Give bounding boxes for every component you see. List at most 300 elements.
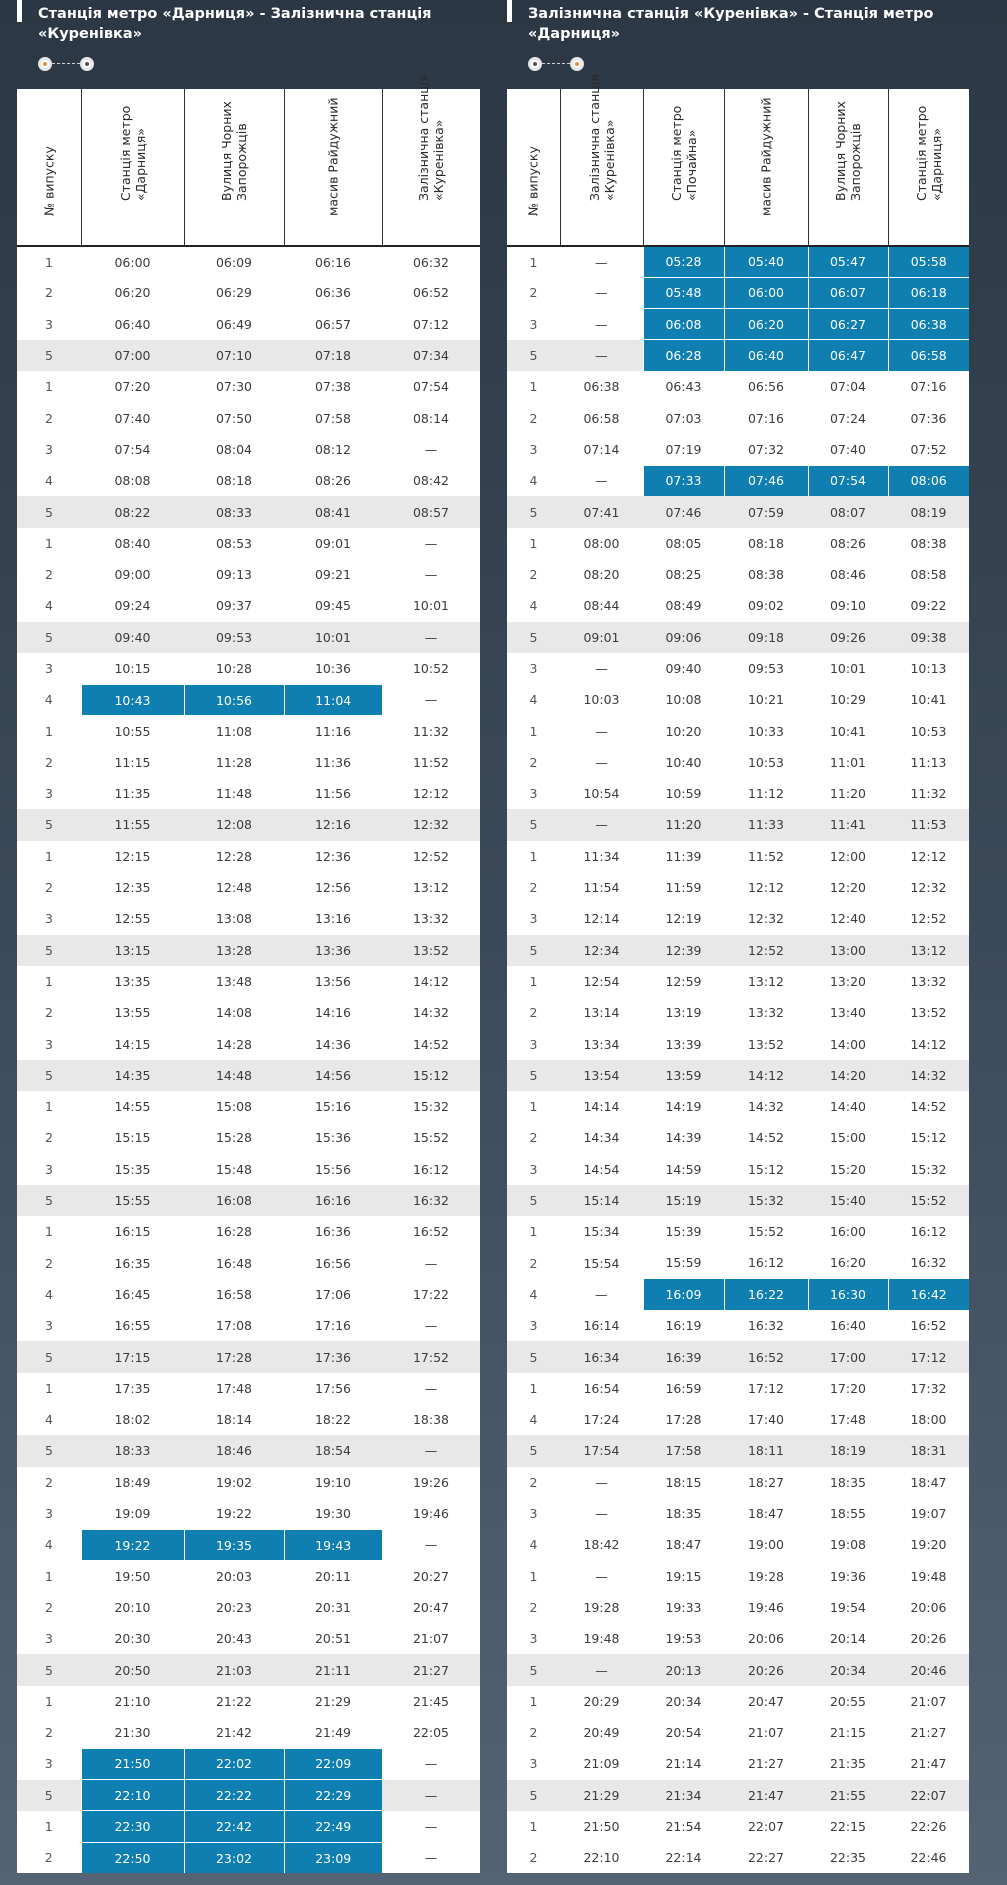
direction-dot-icon[interactable]: [80, 57, 94, 71]
time-cell: 10:33: [747, 723, 785, 739]
time-cell: 15:14: [560, 1185, 643, 1216]
time-cell: 19:09: [114, 1505, 151, 1521]
time-cell: 17:22: [412, 1286, 450, 1302]
time-cell: 06:49: [215, 316, 253, 332]
time-cell: 14:48: [184, 1060, 284, 1091]
time-cell: 08:25: [665, 567, 702, 583]
time-cell: 21:14: [665, 1756, 702, 1772]
time-cell: 20:26: [724, 1654, 808, 1685]
time-cell: 07:10: [184, 340, 284, 371]
time-cell: 12:59: [665, 973, 702, 989]
run-number-cell: 5: [17, 935, 81, 966]
time-cell: 20:26: [910, 1631, 947, 1647]
time-cell: —: [424, 1537, 438, 1553]
run-number-cell: 1: [45, 1568, 53, 1584]
run-number-cell: 1: [45, 848, 53, 864]
table-row: [17, 997, 480, 1028]
table-row: [17, 622, 480, 653]
time-cell: 16:39: [643, 1341, 724, 1372]
run-number-cell: 5: [507, 340, 560, 371]
column-header: [184, 89, 284, 246]
run-number-cell: 3: [529, 1318, 538, 1334]
time-cell: 07:54: [808, 465, 888, 496]
table-row: [507, 1154, 969, 1185]
time-cell: 13:56: [314, 973, 352, 989]
time-cell: 12:32: [910, 880, 947, 896]
time-cell: 16:12: [910, 1224, 947, 1240]
time-cell: 14:32: [412, 1005, 450, 1021]
time-cell: 11:20: [829, 786, 867, 802]
run-number-cell: 1: [529, 254, 538, 270]
time-cell: 21:27: [910, 1725, 947, 1741]
time-cell: 09:18: [724, 622, 808, 653]
time-cell: 08:07: [808, 496, 888, 527]
time-cell: 18:00: [910, 1412, 947, 1428]
time-cell: 14:52: [910, 1099, 947, 1115]
time-cell: 11:32: [910, 786, 947, 802]
time-cell: 07:58: [314, 410, 352, 426]
time-cell: 14:56: [284, 1060, 382, 1091]
time-cell: 08:14: [412, 410, 450, 426]
time-cell: 07:32: [747, 441, 785, 457]
time-cell: 17:48: [829, 1412, 867, 1428]
time-cell: 06:00: [724, 277, 808, 308]
time-cell: 08:08: [114, 473, 151, 489]
time-cell: 14:19: [665, 1099, 702, 1115]
table-row: [507, 1185, 969, 1216]
time-cell: 15:59: [665, 1255, 702, 1271]
table-row: [507, 1435, 969, 1466]
time-cell: 15:36: [314, 1130, 352, 1146]
schedule-panel-right: [507, 0, 969, 1873]
time-cell: —: [424, 1380, 438, 1396]
time-cell: 12:00: [829, 848, 867, 864]
column-header: [507, 89, 560, 246]
table-row: [17, 1654, 480, 1685]
time-cell: 22:09: [284, 1748, 382, 1779]
time-cell: 13:54: [560, 1060, 643, 1091]
time-cell: 07:50: [215, 410, 253, 426]
table-row: [17, 1435, 480, 1466]
run-number-cell: 1: [529, 1099, 538, 1115]
run-number-cell: 5: [17, 1435, 81, 1466]
time-cell: 06:40: [724, 340, 808, 371]
time-cell: 17:56: [314, 1380, 352, 1396]
table-row: [17, 496, 480, 527]
run-number-cell: 3: [529, 1506, 538, 1522]
time-cell: 12:15: [114, 848, 151, 864]
run-number-cell: 3: [529, 786, 538, 802]
column-header: [560, 74, 643, 246]
table-row: [507, 402, 969, 433]
time-cell: 18:15: [665, 1474, 702, 1490]
table-row: [17, 1341, 480, 1372]
time-cell: 17:32: [910, 1380, 947, 1396]
time-cell: 20:54: [665, 1725, 702, 1741]
time-cell: 07:34: [382, 340, 480, 371]
run-number-cell: 4: [529, 1537, 538, 1553]
time-cell: 09:37: [215, 598, 253, 614]
time-cell: 08:06: [888, 465, 969, 496]
time-cell: 06:00: [114, 254, 151, 270]
time-cell: 18:31: [888, 1435, 969, 1466]
route-title-line2: «Куренівка»: [38, 26, 143, 42]
time-cell: 17:48: [215, 1380, 253, 1396]
time-cell: 06:18: [888, 277, 969, 308]
time-cell: 20:34: [665, 1693, 702, 1709]
run-number-cell: 2: [529, 1130, 538, 1146]
table-row: [507, 1091, 969, 1122]
time-cell: 17:28: [665, 1412, 702, 1428]
time-cell: 19:33: [665, 1599, 702, 1615]
time-cell: 19:28: [747, 1568, 785, 1584]
time-cell: 15:52: [412, 1130, 450, 1146]
direction-dot-icon[interactable]: [38, 57, 52, 71]
time-cell: 14:52: [412, 1036, 450, 1052]
table-row: [507, 1842, 969, 1873]
time-cell: 21:09: [583, 1756, 620, 1772]
time-cell: 06:09: [215, 254, 253, 270]
time-cell: 11:33: [724, 809, 808, 840]
time-cell: 08:05: [665, 535, 702, 551]
time-cell: 13:00: [808, 935, 888, 966]
time-cell: 08:38: [910, 535, 947, 551]
time-cell: 14:12: [412, 973, 450, 989]
time-cell: 07:20: [114, 379, 151, 395]
time-cell: 14:34: [583, 1130, 620, 1146]
time-cell: 19:10: [314, 1474, 352, 1490]
time-cell: 13:52: [747, 1036, 785, 1052]
time-cell: 22:26: [910, 1818, 947, 1834]
run-number-cell: 1: [45, 973, 53, 989]
time-cell: 18:47: [665, 1537, 702, 1553]
time-cell: 20:31: [314, 1599, 352, 1615]
time-cell: 22:50: [81, 1842, 184, 1873]
time-cell: 10:03: [583, 692, 620, 708]
table-row: [507, 1654, 969, 1685]
table-row: [507, 340, 969, 371]
table-row: [507, 1529, 969, 1560]
time-cell: 23:09: [284, 1842, 382, 1873]
time-cell: 08:38: [747, 567, 785, 583]
time-cell: —: [595, 473, 608, 489]
table-row: [507, 1216, 969, 1247]
time-cell: 10:54: [583, 786, 620, 802]
dash-line: [542, 63, 570, 64]
table-row: [17, 1780, 480, 1811]
time-cell: 14:39: [665, 1130, 702, 1146]
schedule-table: [507, 74, 969, 1873]
run-number-cell: 1: [529, 1224, 538, 1240]
time-cell: 09:06: [643, 622, 724, 653]
time-cell: 12:32: [382, 809, 480, 840]
table-row: [507, 371, 969, 402]
column-header: [81, 89, 184, 246]
time-cell: 17:52: [382, 1341, 480, 1372]
time-cell: 06:16: [314, 254, 352, 270]
time-cell: 18:02: [114, 1412, 151, 1428]
time-cell: 07:14: [583, 441, 620, 457]
time-cell: 13:52: [910, 1005, 947, 1021]
run-number-cell: 3: [45, 1631, 53, 1647]
time-cell: —: [595, 1568, 608, 1584]
time-cell: 12:54: [583, 973, 620, 989]
table-row: [507, 997, 969, 1028]
run-number-cell: 3: [45, 911, 53, 927]
time-cell: 22:10: [81, 1780, 184, 1811]
time-cell: —: [424, 1255, 438, 1271]
table-row: [507, 1122, 969, 1153]
time-cell: 17:15: [81, 1341, 184, 1372]
time-cell: 11:32: [412, 723, 450, 739]
table-row: [17, 559, 480, 590]
column-header: [382, 74, 480, 246]
table-row: [17, 841, 480, 872]
run-number-cell: 2: [529, 1725, 538, 1741]
route-title-line1: Станція метро «Дарниця» - Залізнична станція: [38, 6, 432, 22]
table-row: [17, 277, 480, 308]
time-cell: 08:18: [215, 473, 253, 489]
column-header: [724, 89, 808, 246]
time-cell: 19:30: [314, 1505, 352, 1521]
table-row: [17, 872, 480, 903]
time-cell: 05:47: [808, 246, 888, 277]
time-cell: 11:55: [81, 809, 184, 840]
direction-toggle[interactable]: [528, 56, 584, 72]
time-cell: 13:32: [412, 911, 450, 927]
time-cell: 06:32: [412, 254, 450, 270]
time-cell: 16:19: [665, 1318, 702, 1334]
route-title-line1: Залізнична станція «Куренівка» - Станція метро: [528, 6, 934, 22]
time-cell: 21:29: [314, 1693, 352, 1709]
time-cell: 17:40: [747, 1412, 785, 1428]
time-cell: 20:23: [215, 1599, 253, 1615]
time-cell: 13:12: [888, 935, 969, 966]
table-row: [17, 935, 480, 966]
time-cell: 07:40: [114, 410, 151, 426]
time-cell: 18:22: [314, 1412, 352, 1428]
table-row: [507, 1028, 969, 1059]
schedule-table: [17, 74, 480, 1873]
run-number-cell: 3: [45, 1318, 53, 1334]
table-row: [17, 1623, 480, 1654]
run-number-cell: 5: [17, 496, 81, 527]
time-cell: —: [424, 567, 438, 583]
time-cell: 06:47: [808, 340, 888, 371]
time-cell: —: [424, 535, 438, 551]
table-row: [17, 1467, 480, 1498]
time-cell: 14:35: [81, 1060, 184, 1091]
time-cell: 17:24: [583, 1412, 620, 1428]
time-cell: 19:36: [829, 1568, 867, 1584]
time-cell: 07:19: [665, 441, 702, 457]
time-cell: 16:32: [382, 1185, 480, 1216]
time-cell: —: [424, 692, 438, 708]
time-cell: 07:12: [412, 316, 450, 332]
table-row: [507, 1279, 969, 1310]
time-cell: 21:03: [184, 1654, 284, 1685]
time-cell: 12:52: [724, 935, 808, 966]
time-cell: 20:11: [314, 1568, 352, 1584]
run-number-cell: 3: [529, 1756, 538, 1772]
direction-dot-icon[interactable]: [528, 57, 542, 71]
time-cell: 20:14: [829, 1631, 867, 1647]
time-cell: 16:42: [888, 1279, 969, 1310]
time-cell: 19:22: [81, 1529, 184, 1560]
table-row: [17, 1154, 480, 1185]
time-cell: 08:00: [583, 535, 620, 551]
time-cell: 19:53: [665, 1631, 702, 1647]
time-cell: 07:41: [560, 496, 643, 527]
time-cell: 07:00: [81, 340, 184, 371]
time-cell: 10:29: [829, 692, 867, 708]
time-cell: 10:41: [829, 723, 867, 739]
time-cell: 21:22: [215, 1693, 253, 1709]
time-cell: —: [424, 1818, 438, 1834]
time-cell: —: [560, 340, 643, 371]
direction-dot-icon[interactable]: [570, 57, 584, 71]
time-cell: 18:49: [114, 1474, 151, 1490]
time-cell: 08:46: [829, 567, 867, 583]
run-number-cell: 1: [45, 723, 53, 739]
time-cell: 09:01: [560, 622, 643, 653]
time-cell: 13:19: [665, 1005, 702, 1021]
table-row: [507, 1341, 969, 1372]
time-cell: 18:55: [829, 1506, 867, 1522]
time-cell: 20:03: [215, 1568, 253, 1584]
time-cell: 07:54: [114, 441, 151, 457]
table-row: [17, 1248, 480, 1279]
time-cell: 13:28: [184, 935, 284, 966]
run-number-cell: 5: [507, 496, 560, 527]
time-cell: 12:19: [665, 911, 702, 927]
run-number-cell: 3: [529, 1036, 538, 1052]
time-cell: 16:16: [284, 1185, 382, 1216]
time-cell: 15:48: [215, 1161, 253, 1177]
table-row: [17, 778, 480, 809]
run-number-cell: 3: [529, 661, 538, 676]
time-cell: 22:30: [81, 1811, 184, 1842]
table-row: [17, 1748, 480, 1779]
time-cell: 12:52: [910, 911, 947, 927]
table-row: [17, 246, 480, 277]
column-header: [808, 89, 888, 246]
time-cell: 13:15: [81, 935, 184, 966]
time-cell: 18:42: [583, 1537, 620, 1553]
time-cell: 19:35: [184, 1529, 284, 1560]
time-cell: —: [595, 1506, 608, 1522]
time-cell: 16:30: [808, 1279, 888, 1310]
time-cell: 09:38: [888, 622, 969, 653]
time-cell: 21:50: [583, 1818, 620, 1834]
time-cell: 22:29: [284, 1780, 382, 1811]
time-cell: 12:20: [829, 880, 867, 896]
run-number-cell: 5: [507, 1185, 560, 1216]
run-number-cell: 4: [529, 473, 538, 489]
table-row: [17, 1842, 480, 1873]
time-cell: 22:27: [747, 1850, 785, 1866]
time-cell: 08:42: [412, 473, 450, 489]
column-header: [17, 89, 81, 246]
direction-toggle[interactable]: [38, 56, 94, 72]
run-number-cell: 2: [45, 1255, 53, 1271]
table-row: [17, 371, 480, 402]
time-cell: 17:54: [560, 1435, 643, 1466]
table-row: [17, 590, 480, 621]
time-cell: 13:59: [643, 1060, 724, 1091]
time-cell: 12:12: [910, 848, 947, 864]
run-number-cell: 5: [17, 340, 81, 371]
run-number-cell: 1: [45, 1693, 53, 1709]
time-cell: 20:51: [314, 1631, 352, 1647]
time-cell: 06:58: [583, 410, 620, 426]
time-cell: 09:26: [808, 622, 888, 653]
time-cell: 06:28: [643, 340, 724, 371]
time-cell: 09:40: [665, 661, 702, 676]
time-cell: 19:08: [829, 1537, 867, 1553]
table-row: [17, 1404, 480, 1435]
run-number-cell: 1: [529, 973, 538, 989]
table-row: [507, 559, 969, 590]
run-number-cell: 1: [45, 379, 53, 395]
table-row: [507, 1467, 969, 1498]
time-cell: 16:52: [910, 1318, 947, 1334]
time-cell: 17:20: [829, 1380, 867, 1396]
time-cell: 09:45: [314, 598, 352, 614]
time-cell: 08:22: [81, 496, 184, 527]
run-number-cell: 2: [45, 880, 53, 896]
run-number-cell: 3: [45, 1036, 53, 1052]
time-cell: 14:00: [829, 1036, 867, 1052]
time-cell: 19:26: [412, 1474, 450, 1490]
run-number-cell: 1: [45, 1099, 53, 1115]
column-header-label: Залізнична станція «Куренівка»: [586, 74, 617, 201]
time-cell: 22:07: [888, 1780, 969, 1811]
time-cell: 12:32: [747, 911, 785, 927]
run-number-cell: 2: [45, 1599, 53, 1615]
run-number-cell: 1: [529, 1693, 538, 1709]
time-cell: 13:12: [747, 973, 785, 989]
column-header: [284, 89, 382, 246]
column-header-label: масив Райдужний: [325, 97, 341, 216]
time-cell: 18:54: [284, 1435, 382, 1466]
run-number-cell: 2: [529, 285, 538, 301]
time-cell: 06:29: [215, 285, 253, 301]
time-cell: 07:59: [724, 496, 808, 527]
time-cell: 11:36: [314, 754, 352, 770]
time-cell: 21:27: [382, 1654, 480, 1685]
time-cell: 19:46: [747, 1599, 785, 1615]
time-cell: 08:19: [888, 496, 969, 527]
time-cell: 18:33: [81, 1435, 184, 1466]
time-cell: 16:09: [643, 1279, 724, 1310]
time-cell: 19:43: [284, 1529, 382, 1560]
time-cell: 15:55: [81, 1185, 184, 1216]
time-cell: 17:28: [184, 1341, 284, 1372]
time-cell: 06:58: [888, 340, 969, 371]
time-cell: 15:52: [888, 1185, 969, 1216]
time-cell: 12:52: [412, 848, 450, 864]
run-number-cell: 2: [529, 567, 538, 583]
run-number-cell: 1: [45, 254, 53, 270]
table-row: [17, 715, 480, 746]
panel-header: [507, 0, 969, 89]
table-row: [507, 1404, 969, 1435]
table-row: [17, 903, 480, 934]
time-cell: 15:12: [382, 1060, 480, 1091]
time-cell: 19:48: [910, 1568, 947, 1584]
time-cell: 19:48: [583, 1631, 620, 1647]
